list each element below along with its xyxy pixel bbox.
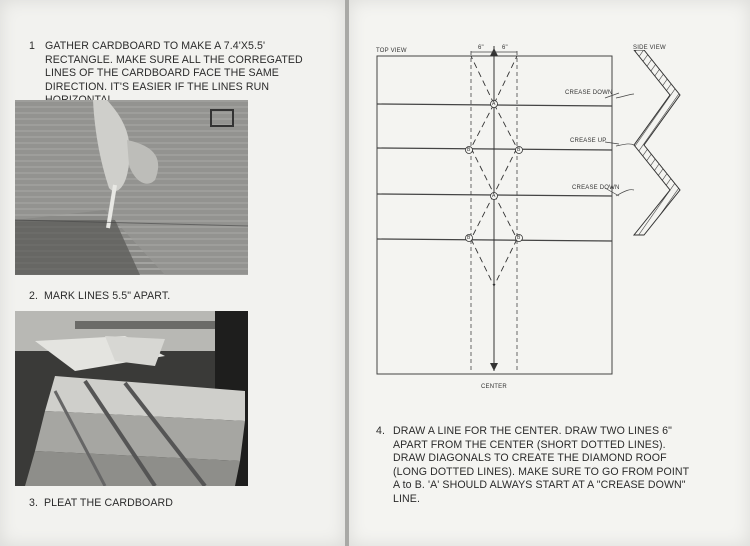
side-view-diagram: [614, 50, 694, 250]
cutting-cardboard-photo: [15, 100, 248, 275]
top-view-label: TOP VIEW: [376, 48, 407, 54]
step-2-number: 2.: [29, 290, 39, 302]
crease-label-2: CREASE UP: [570, 138, 607, 144]
step-2-text: MARK LINES 5.5" APART.: [44, 290, 171, 302]
pleated-cardboard-photo: [15, 311, 248, 486]
point-label-4: A: [492, 193, 496, 199]
right-page: [349, 0, 750, 546]
step-1-number: 1: [29, 40, 35, 52]
point-label-5: B: [467, 235, 471, 241]
point-label-2: B: [467, 147, 471, 153]
center-label: CENTER: [481, 384, 507, 390]
step-4-text: DRAW A LINE FOR THE CENTER. DRAW TWO LINES 6" APART FROM THE CENTER (SHORT DOTTED LINES). DRAW DIAGONALS TO CREATE THE DIAMOND ROOF (LONG DOTTED LINES). MAKE SURE TO GO FROM POINT A to B. 'A' SHOULD ALWAYS START AT A "CREASE DOWN" LINE.: [393, 425, 690, 505]
dimension-right-label: 6": [502, 45, 508, 51]
point-label-1: A: [492, 101, 496, 107]
point-label-3: B: [517, 147, 521, 153]
dimension-left-label: 6": [478, 45, 484, 51]
crease-label-3: CREASE DOWN: [572, 185, 620, 191]
step-4-number: 4.: [376, 425, 386, 437]
side-view-label: SIDE VIEW: [633, 45, 666, 51]
left-page: [0, 0, 345, 546]
point-label-6: B: [517, 235, 521, 241]
step-1-text: GATHER CARDBOARD TO MAKE A 7.4'X5.5' RECTANGLE. MAKE SURE ALL THE CORREGATED LINES OF THE CARDBOARD FACE THE SAME DIRECTION. IT'S EASIER IF THE LINES RUN: [45, 40, 303, 93]
crease-label-1: CREASE DOWN: [565, 90, 613, 96]
step-3-text: PLEAT THE CARDBOARD: [44, 497, 174, 509]
step-3-number: 3.: [29, 497, 39, 509]
